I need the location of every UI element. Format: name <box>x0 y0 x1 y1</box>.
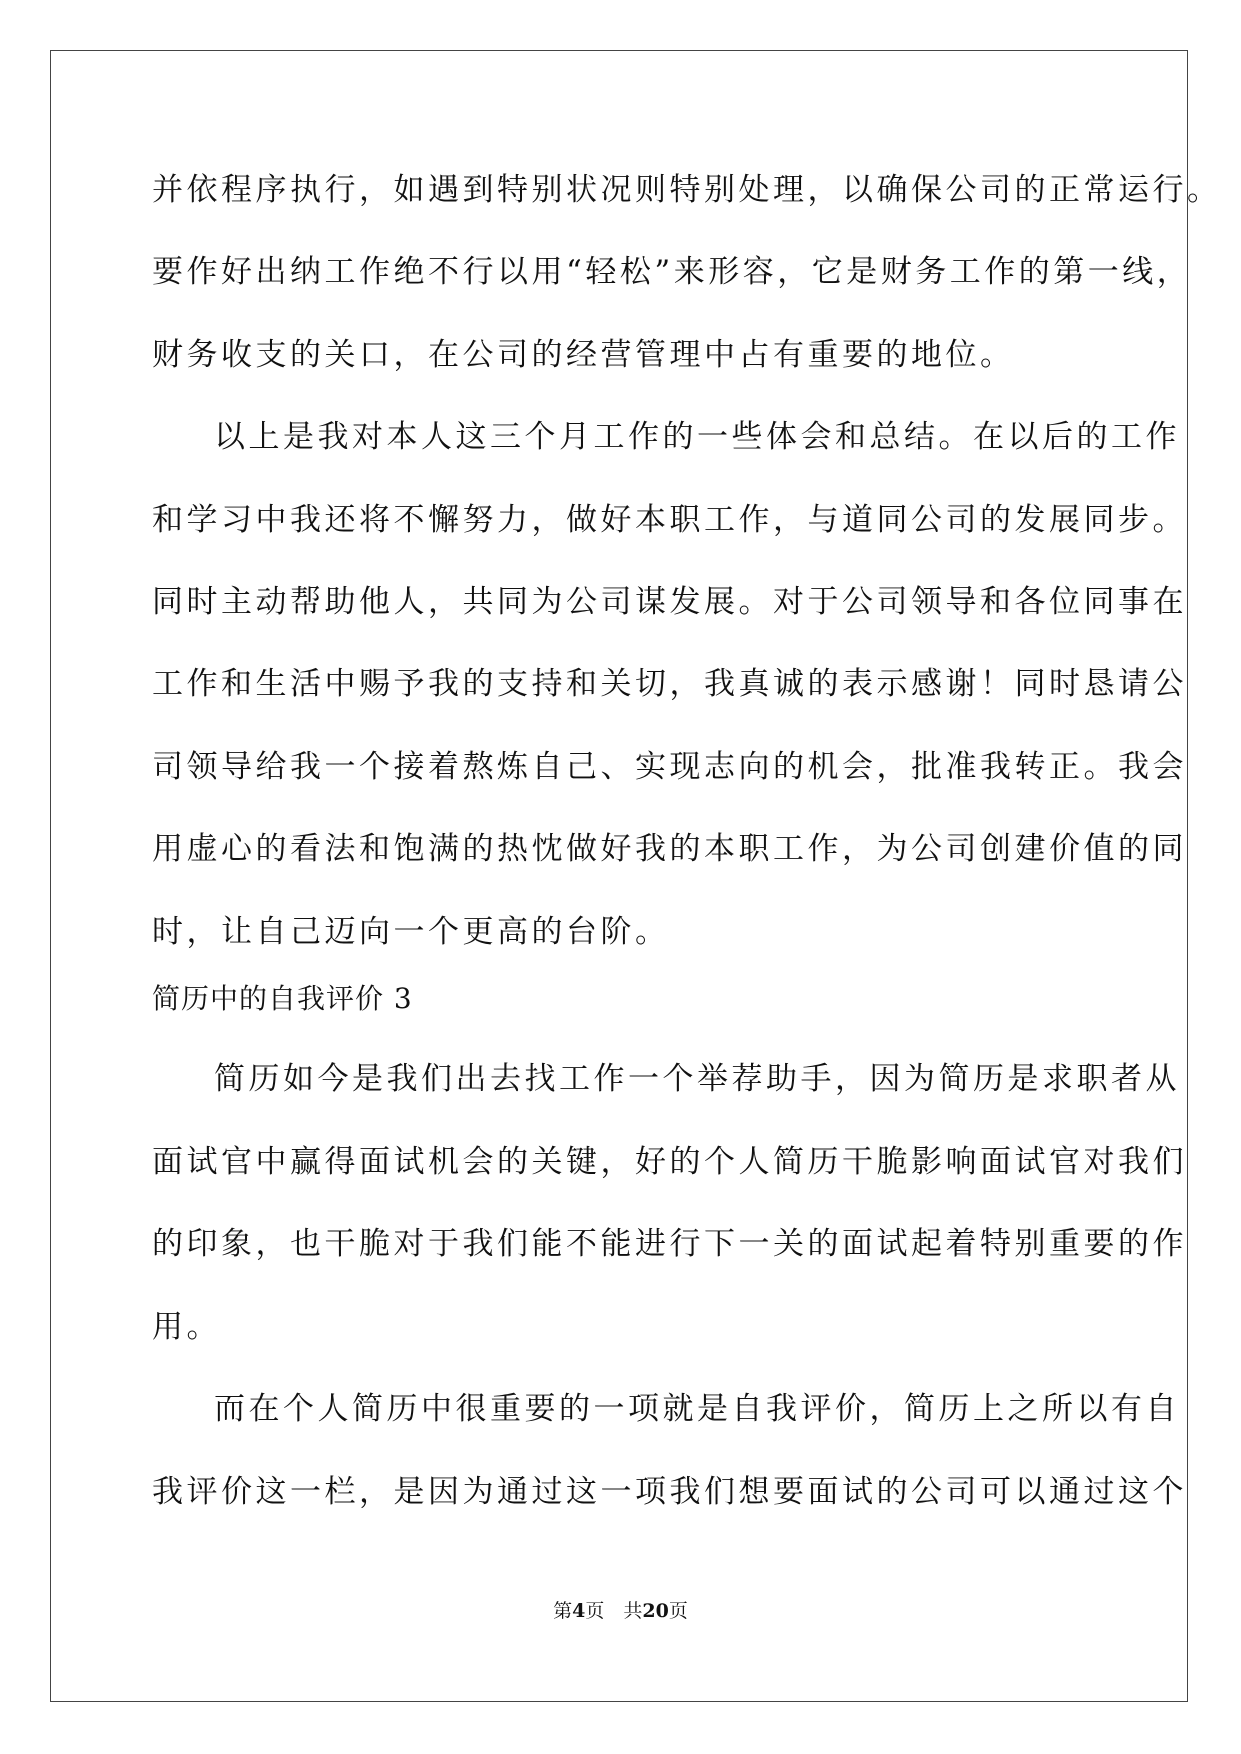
page-footer <box>0 1602 1241 1621</box>
body-line: 简历如今是我们出去找工作一个举荐助手，因为简历是求职者从 <box>214 1061 1180 1097</box>
page-border <box>50 50 1188 1702</box>
body-line: 而在个人简历中很重要的一项就是自我评价，简历上之所以有自 <box>214 1391 1180 1427</box>
body-line: 以上是我对本人这三个月工作的一些体会和总结。在以后的工作 <box>214 419 1180 455</box>
footer-mid: 页 共 <box>585 1600 643 1622</box>
footer-prefix: 第 <box>553 1600 573 1622</box>
section-heading: 简历中的自我评价 3 <box>152 982 413 1015</box>
body-line: 时，让自己迈向一个更高的台阶。 <box>152 914 670 950</box>
body-line: 要作好出纳工作绝不行以用“轻松”来形容，它是财务工作的第一线， <box>152 254 1192 290</box>
body-line: 工作和生活中赐予我的支持和关切，我真诚的表示感谢！同时恳请公 <box>152 666 1187 702</box>
body-line: 同时主动帮助他人，共同为公司谋发展。对于公司领导和各位同事在 <box>152 584 1187 620</box>
body-line: 我评价这一栏，是因为通过这一项我们想要面试的公司可以通过这个 <box>152 1474 1187 1510</box>
footer-page-number: 4 <box>572 1600 586 1622</box>
body-line: 面试官中赢得面试机会的关键，好的个人简历干脆影响面试官对我们 <box>152 1144 1187 1180</box>
footer-suffix: 页 <box>668 1600 688 1622</box>
body-line: 财务收支的关口，在公司的经营管理中占有重要的地位。 <box>152 337 1015 373</box>
body-line: 司领导给我一个接着熬炼自己、实现志向的机会，批准我转正。我会 <box>152 749 1187 785</box>
body-line: 和学习中我还将不懈努力，做好本职工作，与道同公司的发展同步。 <box>152 502 1187 538</box>
body-line: 用虚心的看法和饱满的热忱做好我的本职工作，为公司创建价值的同 <box>152 831 1187 867</box>
body-line: 用。 <box>152 1309 221 1345</box>
body-line: 的印象，也干脆对于我们能不能进行下一关的面试起着特别重要的作 <box>152 1226 1187 1262</box>
footer-total-pages: 20 <box>642 1600 669 1622</box>
body-line: 并依程序执行，如遇到特别状况则特别处理，以确保公司的正常运行。 <box>152 172 1222 208</box>
